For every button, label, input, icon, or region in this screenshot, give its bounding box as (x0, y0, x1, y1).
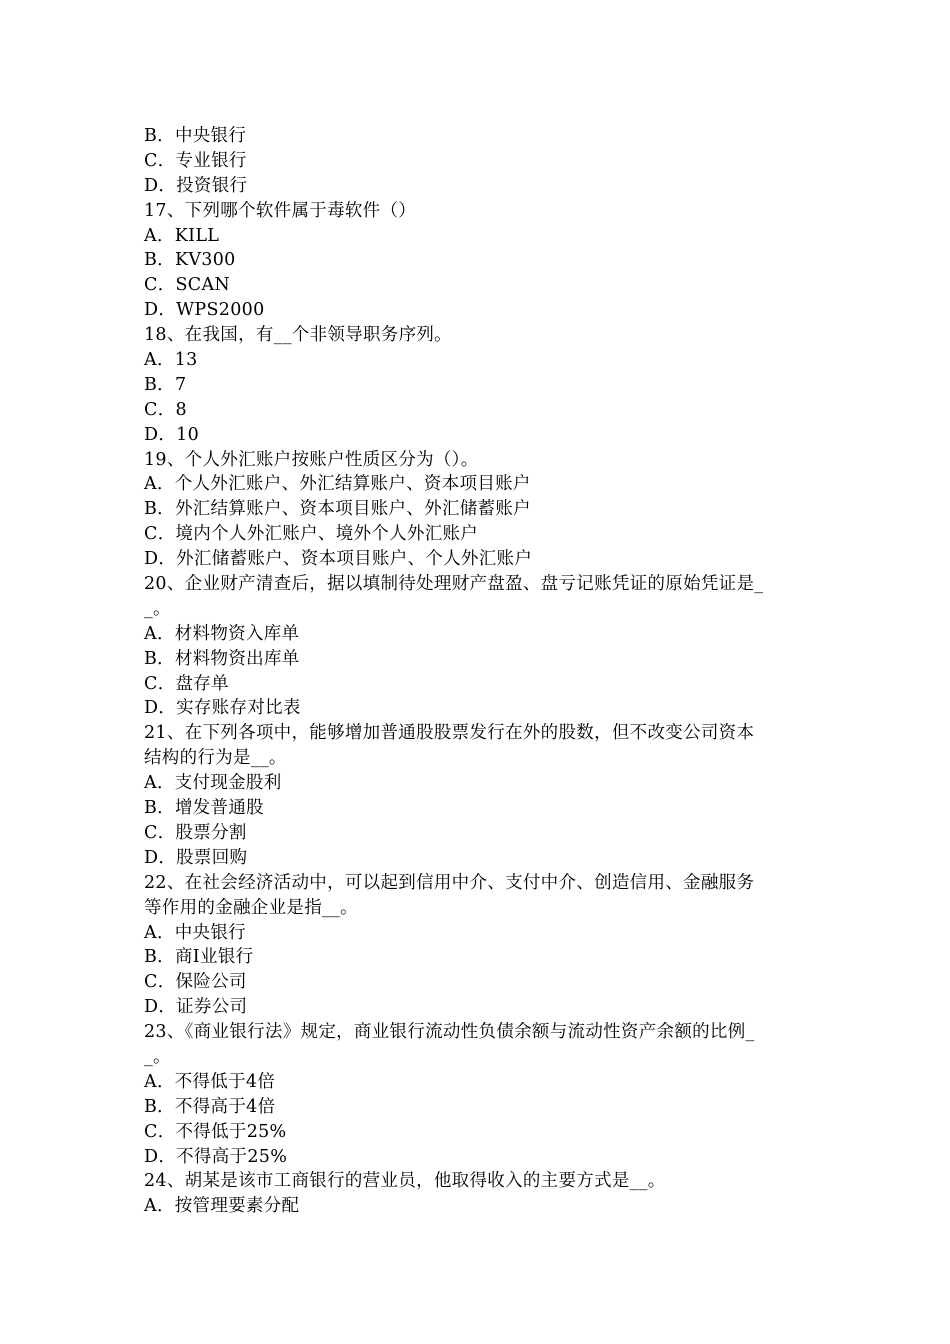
text-line: A．不得低于4倍 (144, 1071, 276, 1092)
text-line: D．证券公司 (144, 997, 248, 1018)
text-line: 结构的行为是__。 (144, 748, 287, 769)
text-line: A．材料物资入库单 (144, 623, 300, 644)
text-line: 17、下列哪个软件属于毒软件（） (144, 200, 417, 221)
text-line: A．按管理要素分配 (144, 1196, 300, 1217)
text-line: B．不得高于4倍 (144, 1096, 276, 1117)
text-line: A．KILL (144, 225, 220, 246)
text-line: C．境内个人外汇账户、境外个人外汇账户 (144, 524, 479, 545)
text-line: C．8 (144, 399, 187, 420)
text-line: A．支付现金股利 (144, 773, 282, 794)
text-line: C．专业银行 (144, 150, 247, 171)
text-line: B．中央银行 (144, 126, 247, 146)
text-line: B．增发普通股 (144, 798, 264, 819)
text-line: 22、在社会经济活动中，可以起到信用中介、支付中介、创造信用、金融服务 (144, 872, 755, 893)
text-line: 18、在我国，有__个非领导职务序列。 (144, 325, 452, 346)
text-line: 等作用的金融企业是指__。 (144, 897, 358, 918)
document-body (0, 124, 950, 1219)
text-line: B．外汇结算账户、资本项目账户、外汇储蓄账户 (144, 499, 531, 520)
text-line: C．不得低于25% (144, 1121, 287, 1142)
text-line: 24、胡某是该市工商银行的营业员，他取得收入的主要方式是__。 (144, 1171, 666, 1192)
text-line: 23、《商业银行法》规定，商业银行流动性负债余额与流动性资产余额的比例_ (144, 1022, 755, 1043)
text-line: A．个人外汇账户、外汇结算账户、资本项目账户 (144, 474, 531, 495)
text-line: C．保险公司 (144, 972, 247, 993)
text-line: 19、个人外汇账户按账户性质区分为（）。 (144, 449, 479, 470)
text-line: D．不得高于25% (144, 1146, 288, 1167)
text-line: C．股票分割 (144, 822, 247, 843)
text-line: 21、在下列各项中，能够增加普通股股票发行在外的股数，但不改变公司资本 (144, 723, 755, 744)
text-line: D．股票回购 (144, 847, 248, 868)
text-line: 20、企业财产清查后，据以填制待处理财产盘盈、盘亏记账凭证的原始凭证是_ (144, 574, 764, 595)
text-line: _。 (144, 1046, 171, 1067)
text-line: D．10 (144, 424, 199, 445)
text-line: B．商I业银行 (144, 947, 254, 968)
text-line: D．实存账存对比表 (144, 698, 301, 719)
text-line: _。 (144, 598, 171, 619)
text-line: D．投资银行 (144, 175, 248, 196)
text-line: C．盘存单 (144, 673, 229, 694)
text-line: B．7 (144, 374, 187, 395)
text-line: D．WPS2000 (144, 300, 265, 321)
text-line: D．外汇储蓄账户、资本项目账户、个人外汇账户 (144, 549, 533, 570)
text-line: A．13 (144, 350, 198, 371)
text-line: B．材料物资出库单 (144, 648, 300, 669)
text-line: A．中央银行 (144, 922, 246, 943)
text-line: C．SCAN (144, 275, 231, 296)
text-line: B．KV300 (144, 250, 236, 271)
